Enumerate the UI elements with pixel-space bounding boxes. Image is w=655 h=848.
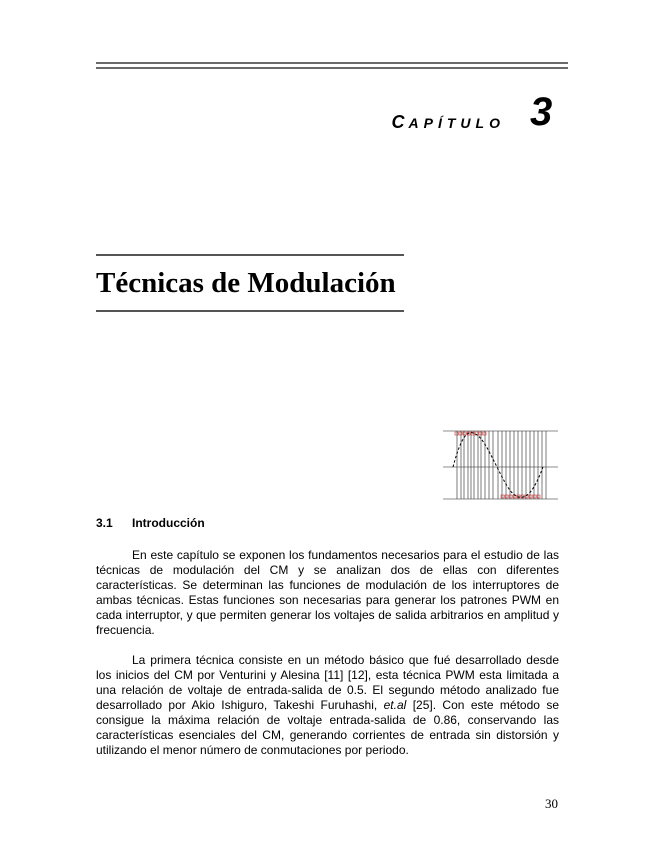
title-rule-bottom	[96, 310, 404, 312]
page-number: 30	[545, 796, 558, 811]
paragraph-techniques-text-b: [25]. Con este método se consigue la máxima relación de voltaje entrada-salida de 0.86, conservando las características esenciales del CM, generando corrientes de entrada sin distorsión y utilizando el menor número de conmutaciones por periodo.	[96, 698, 559, 757]
header-rule-top	[96, 62, 568, 64]
pwm-top-marks	[455, 432, 486, 435]
section-title: Introducción	[132, 516, 205, 530]
figure-frame	[443, 431, 558, 499]
citation-etal: et.al	[383, 698, 407, 712]
pwm-sine-figure	[443, 427, 558, 503]
chapter-number: 3	[530, 90, 553, 134]
paragraph-intro: En este capítulo se exponen los fundamentos necesarios para el estudio de las técnicas de modulación del CM y se analizan dos de ellas con diferentes características. Se determinan las funciones de modulación de los interruptores de ambas técnicas. Estas funciones son necesarias para generar los patrones PWM en cada interruptor, y que permiten generar los voltajes de salida arbitrarios en amplitud y frecuencia.	[96, 548, 559, 637]
chapter-label-rest: APÍTULO	[408, 115, 505, 131]
paragraph-techniques	[96, 653, 559, 758]
chapter-title: Técnicas de Modulación	[96, 267, 396, 299]
paragraph-techniques-text-a: La primera técnica consiste en un método básico que fué desarrollado desde los inicios del CM por Venturini y Alesina [11] [12], esta técnica PWM esta limitada a una relación de voltaje de entrada-salida de 0.5. El segundo método analizado fue desarrollado por Akio Ishiguro, Takeshi Furuhashi,	[96, 653, 559, 712]
section-number: 3.1	[96, 516, 113, 530]
title-rule-top	[96, 254, 404, 256]
header-rule-bottom	[96, 67, 568, 69]
chapter-label	[392, 112, 505, 133]
chapter-label-initial: C	[391, 112, 409, 132]
